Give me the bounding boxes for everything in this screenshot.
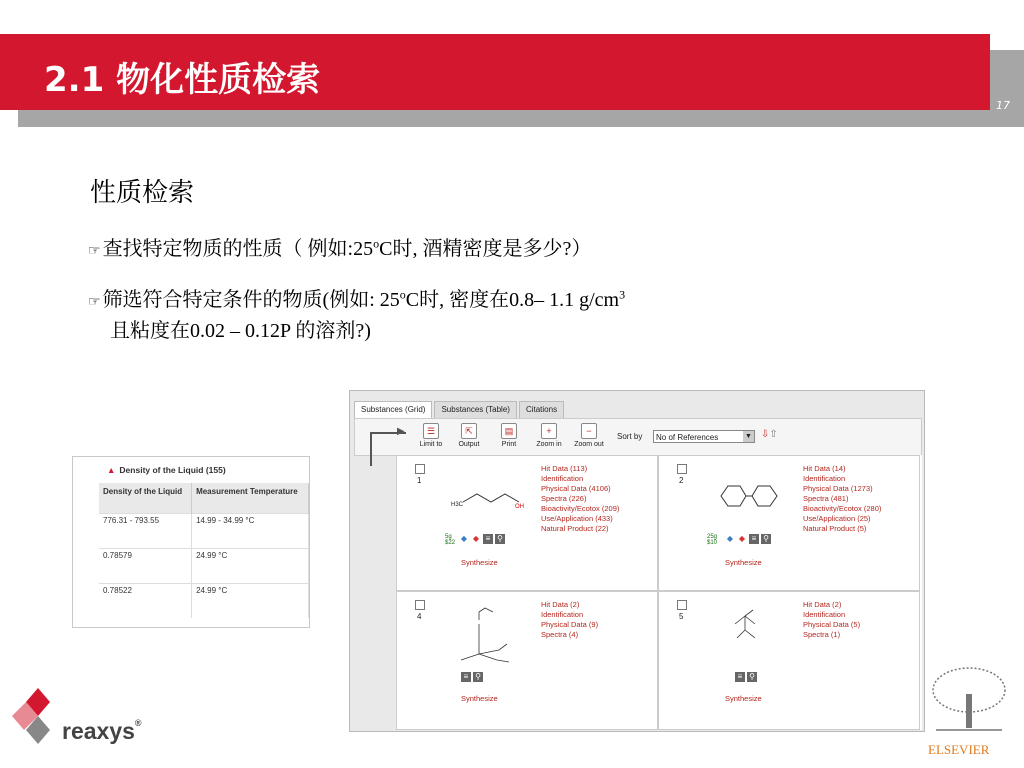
reaxys-logo: reaxys® [62, 718, 142, 744]
sort-descending-icon[interactable]: ⇩ [761, 429, 770, 440]
title-bar-underline [18, 110, 1024, 127]
link-physical-data[interactable]: Physical Data (5) [803, 620, 861, 629]
bullet-2-line2: 且粘度在0.02 – 0.12P 的溶剂?) [110, 320, 371, 342]
substance-card [396, 455, 658, 591]
details-icon[interactable]: ≡ [735, 672, 745, 682]
hand-pointer-icon: ☞ [88, 244, 101, 259]
chevron-down-icon: ▼ [743, 431, 754, 442]
density-panel-header[interactable]: ▲ Density of the Liquid (155) [107, 465, 226, 475]
table-cell: 776.31 - 793.55 [99, 514, 192, 549]
link-natural-product[interactable]: Natural Product (5) [803, 524, 867, 533]
density-table [99, 483, 309, 618]
results-toolbar [354, 418, 922, 456]
link-identification[interactable]: Identification [803, 610, 846, 619]
link-bioactivity[interactable]: Bioactivity/Ecotox (209) [541, 504, 620, 513]
diamond-blue-icon[interactable]: ◆ [726, 534, 734, 543]
substance-action-icons [459, 534, 505, 544]
vendor-price-badge[interactable]: 25g $10 [707, 534, 718, 546]
bullet-2: ☞ 筛选符合特定条件的物质(例如: 25$^o$C时, 密度在0.8– 1.1 $g/cm^3$ [88, 287, 626, 311]
reaxys-logo-mark [10, 688, 66, 748]
sort-by-label: Sort by [617, 432, 643, 441]
substance-number: 4 [417, 612, 422, 621]
substance-action-icons [461, 672, 483, 682]
checklist-icon: ☰ [423, 423, 439, 439]
substance-links [803, 464, 881, 534]
details-icon[interactable]: ≡ [483, 534, 493, 544]
link-identification[interactable]: Identification [541, 474, 584, 483]
table-cell: 24.99 °C [192, 549, 309, 584]
table-row [99, 514, 309, 549]
arrow-right-icon: ▶ [397, 426, 405, 437]
table-row [99, 584, 309, 619]
link-identification[interactable]: Identification [541, 610, 584, 619]
synthesize-link[interactable]: Synthesize [725, 558, 762, 567]
column-header[interactable]: Density of the Liquid [99, 483, 192, 514]
link-hit-data[interactable]: Hit Data (14) [803, 464, 846, 473]
substance-grid [396, 455, 922, 730]
substance-number: 2 [679, 476, 684, 485]
section-title: 性质检索 [90, 178, 195, 208]
column-header[interactable]: Measurement Temperature [192, 483, 309, 514]
link-spectra[interactable]: Spectra (226) [541, 494, 587, 503]
substance-card [658, 455, 920, 591]
link-physical-data[interactable]: Physical Data (4106) [541, 484, 611, 493]
zoom-in-icon: + [541, 423, 557, 439]
limit-to-button[interactable]: ☰ Limit to [413, 423, 449, 448]
density-panel [72, 456, 310, 628]
tab-substances-grid[interactable]: Substances (Grid) [354, 401, 432, 418]
substance-action-icons [725, 534, 771, 544]
structure-image[interactable] [449, 478, 529, 512]
slide-title: 2.1 物化性质检索 [44, 60, 321, 100]
toolbar-connector [370, 432, 406, 466]
output-icon: ⇱ [461, 423, 477, 439]
link-hit-data[interactable]: Hit Data (2) [803, 600, 842, 609]
sort-direction-controls [761, 429, 778, 440]
table-cell: 0.78522 [99, 584, 192, 619]
link-hit-data[interactable]: Hit Data (2) [541, 600, 580, 609]
svg-text:H3C: H3C [451, 502, 464, 508]
link-bioactivity[interactable]: Bioactivity/Ecotox (280) [803, 504, 882, 513]
link-physical-data[interactable]: Physical Data (1273) [803, 484, 873, 493]
details-icon[interactable]: ≡ [461, 672, 471, 682]
link-natural-product[interactable]: Natural Product (22) [541, 524, 609, 533]
zoom-in-button[interactable]: + Zoom in [531, 423, 567, 448]
substance-action-icons [735, 672, 757, 682]
sort-by-select[interactable]: No of References ▼ [653, 430, 755, 443]
select-checkbox[interactable] [415, 464, 425, 474]
structure-image[interactable] [721, 602, 781, 650]
substance-card [658, 591, 920, 730]
tab-substances-table[interactable]: Substances (Table) [434, 401, 516, 418]
substance-card [396, 591, 658, 730]
link-use-application[interactable]: Use/Application (25) [803, 514, 871, 523]
table-cell: 24.99 °C [192, 584, 309, 619]
link-hit-data[interactable]: Hit Data (113) [541, 464, 588, 473]
zoom-out-icon: − [581, 423, 597, 439]
table-cell: 0.78579 [99, 549, 192, 584]
select-checkbox[interactable] [677, 600, 687, 610]
diamond-blue-icon[interactable]: ◆ [460, 534, 468, 543]
details-icon[interactable]: ≡ [749, 534, 759, 544]
magnifier-icon[interactable]: ⚲ [761, 534, 771, 544]
output-button[interactable]: ⇱ Output [451, 423, 487, 448]
link-physical-data[interactable]: Physical Data (9) [541, 620, 599, 629]
structure-image[interactable] [449, 606, 527, 666]
bullet-1: ☞ 查找特定物质的性质（ 例如:25$^o$C时, 酒精密度是多少?） [88, 236, 592, 260]
vendor-price-badge[interactable]: 5g $22 [445, 534, 456, 546]
page-number: 17 [996, 99, 1010, 112]
substance-number: 1 [417, 476, 422, 485]
substance-number: 5 [679, 612, 684, 621]
sort-ascending-icon[interactable]: ⇧ [769, 429, 778, 440]
zoom-out-button[interactable]: − Zoom out [571, 423, 607, 448]
synthesize-link[interactable]: Synthesize [461, 694, 498, 703]
synthesize-link[interactable]: Synthesize [725, 694, 762, 703]
hand-pointer-icon: ☞ [88, 295, 101, 310]
select-checkbox[interactable] [677, 464, 687, 474]
link-spectra[interactable]: Spectra (4) [541, 630, 579, 639]
synthesize-link[interactable]: Synthesize [461, 558, 498, 567]
magnifier-icon[interactable]: ⚲ [473, 672, 483, 682]
magnifier-icon[interactable]: ⚲ [495, 534, 505, 544]
substance-links [803, 600, 860, 640]
sort-up-icon: ▲ [107, 465, 116, 475]
hazard-diamond-icon[interactable]: ◆ [472, 534, 480, 543]
magnifier-icon[interactable]: ⚲ [747, 672, 757, 682]
print-button[interactable]: ▤ Print [491, 423, 527, 448]
hazard-diamond-icon[interactable]: ◆ [738, 534, 746, 543]
structure-image[interactable] [713, 480, 785, 514]
link-spectra[interactable]: Spectra (1) [803, 630, 841, 639]
select-checkbox[interactable] [415, 600, 425, 610]
elsevier-tree-logo [926, 664, 1012, 740]
link-spectra[interactable]: Spectra (481) [803, 494, 849, 503]
reaxys-results-window [349, 390, 925, 732]
svg-text:OH: OH [515, 504, 524, 510]
link-identification[interactable]: Identification [803, 474, 846, 483]
results-tabs [354, 401, 566, 418]
tab-citations[interactable]: Citations [519, 401, 564, 418]
substance-links [541, 600, 598, 640]
link-use-application[interactable]: Use/Application (433) [541, 514, 613, 523]
table-cell: 14.99 - 34.99 °C [192, 514, 309, 549]
elsevier-logo-text: ELSEVIER [928, 742, 990, 757]
table-row [99, 549, 309, 584]
substance-links [541, 464, 619, 534]
printer-icon: ▤ [501, 423, 517, 439]
